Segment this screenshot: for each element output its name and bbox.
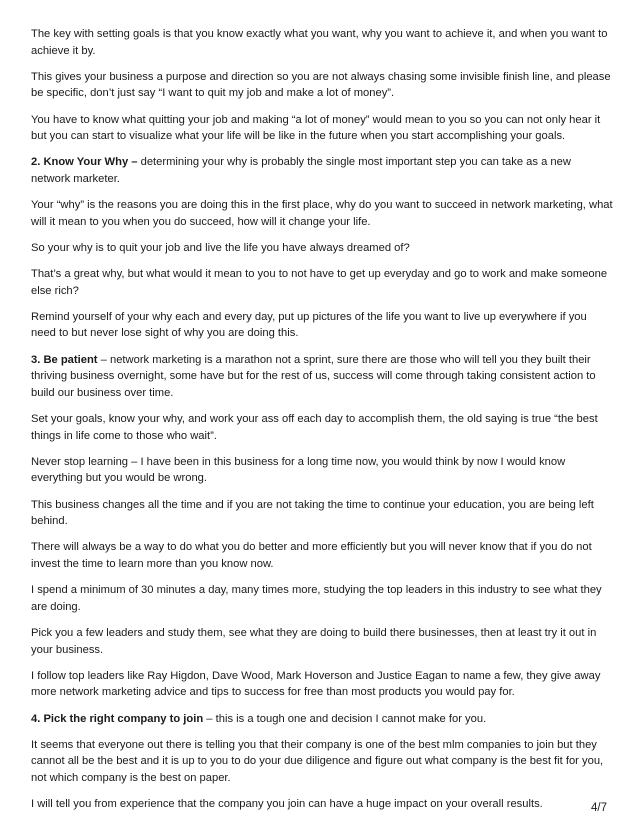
- paragraph-heading: 3. Be patient: [31, 353, 98, 366]
- paragraph-text: I spend a minimum of 30 minutes a day, many times more, studying the top leaders in this industry to see what they are doing.: [31, 584, 602, 613]
- paragraph-text: Pick you a few leaders and study them, see what they are doing to build there businesses, then at least try it out in your business.: [31, 626, 597, 656]
- paragraph: [31, 582, 613, 615]
- paragraph-text: You have to know what quitting your job and making “a lot of money” would mean to you so you can not only hear it but you can start to visualize what your life will be like in the future when you start accomplishing your goals.: [31, 113, 601, 143]
- paragraph-text: – network marketing is a marathon not a sprint, sure there are those who will tell you they built their thriving business overnight, some have but for the rest of us, success will come through taking consistent action to build our business over time.: [31, 353, 596, 399]
- paragraph-text: I will tell you from experience that the company you join can have a huge impact on your overall results.: [31, 798, 543, 811]
- paragraph: [31, 668, 613, 701]
- paragraph-text: Set your goals, know your why, and work your ass off each day to accomplish them, the old saying is true “the best things in life come to those who wait”.: [31, 413, 598, 442]
- paragraph: [31, 240, 613, 257]
- paragraph: [31, 154, 613, 187]
- paragraph: [31, 497, 613, 530]
- paragraph: [31, 197, 613, 230]
- paragraph: [31, 266, 613, 299]
- paragraph: [31, 625, 613, 658]
- paragraph: [31, 539, 613, 572]
- paragraph-text: The key with setting goals is that you know exactly what you want, why you want to achieve it, and when you want to achieve it by.: [31, 28, 608, 57]
- paragraph-heading: 4. Pick the right company to join: [31, 712, 204, 725]
- paragraph: [31, 737, 613, 787]
- paragraph-text: determining your why is probably the single most important step you can take as a new network marketer.: [31, 156, 571, 185]
- paragraph-text: It seems that everyone out there is telling you that their company is one of the best mlm companies to join but they cannot all be the best and it is up to you to do your due diligence and figure out what company is the best fit for you, not which company is the best on paper.: [31, 738, 604, 784]
- paragraph-text: So your why is to quit your job and live the life you have always dreamed of?: [31, 241, 410, 254]
- paragraph-text: I follow top leaders like Ray Higdon, Dave Wood, Mark Hoverson and Justice Eagan to name a few, they give away more network marketing advice and tips to success for free than most products you would pay for.: [31, 669, 601, 699]
- paragraph: [31, 454, 613, 487]
- paragraph-text: Remind yourself of your why each and every day, put up pictures of the life you want to live up everywhere if you need to but never lose sight of why you are doing this.: [31, 310, 587, 340]
- paragraph: [31, 112, 613, 145]
- paragraph: [31, 309, 613, 342]
- paragraph-heading: 2. Know Your Why –: [31, 156, 138, 169]
- paragraph-text: That’s a great why, but what would it mean to you to not have to get up everyday and go to work and make someone else rich?: [31, 268, 608, 297]
- paragraph: [31, 69, 613, 102]
- paragraph-text: Never stop learning – I have been in this business for a long time now, you would think by now I would know everything but you would be wrong.: [31, 455, 566, 485]
- paragraph: [31, 411, 613, 444]
- paragraph-text: This gives your business a purpose and direction so you are not always chasing some invisible finish line, and please be specific, don’t just say “I want to quit my job and make a lot of money”.: [31, 70, 611, 100]
- paragraph: [31, 352, 613, 402]
- document-body: [31, 26, 613, 822]
- paragraph-text: There will always be a way to do what you do better and more efficiently but you will never know that if you do not invest the time to learn more than you know now.: [31, 541, 592, 570]
- paragraph-text: Your “why” is the reasons you are doing this in the first place, why do you want to succeed in network marketing, what will it mean to you when you do succeed, how will it change your life.: [31, 199, 613, 228]
- paragraph: [31, 796, 613, 813]
- page-number: 4/7: [591, 802, 607, 814]
- paragraph: [31, 26, 613, 59]
- paragraph-text: – this is a tough one and decision I cannot make for you.: [203, 712, 487, 725]
- paragraph: [31, 711, 613, 728]
- paragraph-text: This business changes all the time and if you are not taking the time to continue your education, you are being left behind.: [31, 498, 594, 528]
